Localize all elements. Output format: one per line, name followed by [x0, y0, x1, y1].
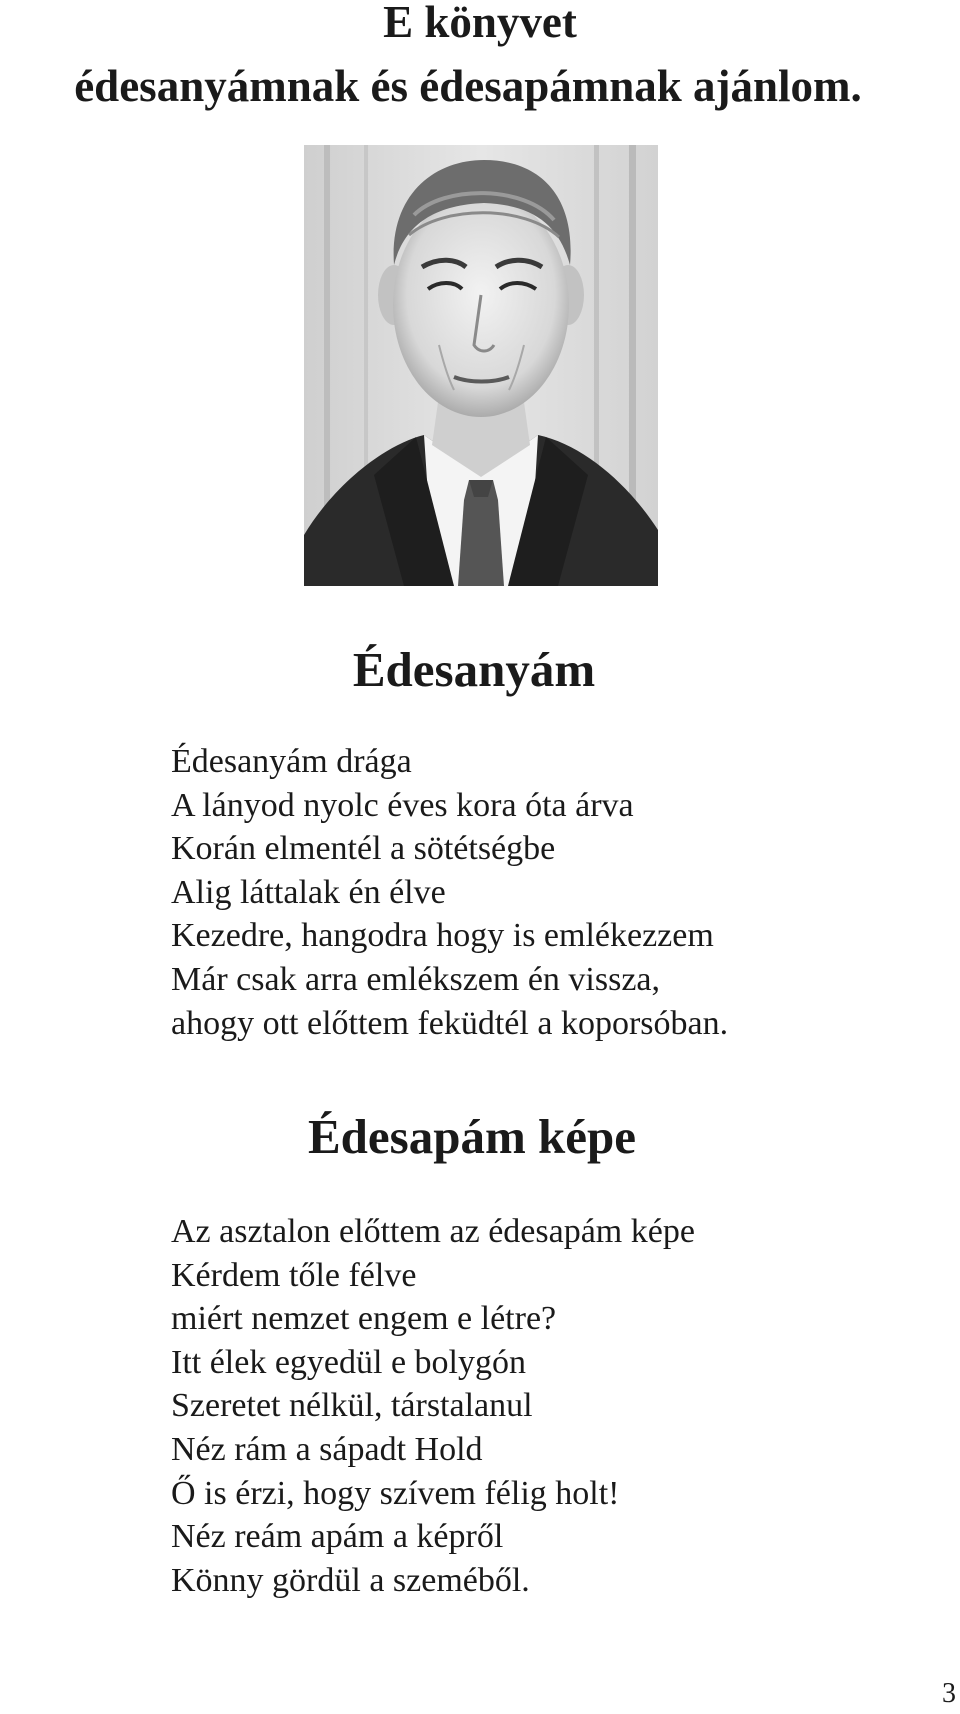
poem-line: A lányod nyolc éves kora óta árva: [171, 786, 634, 824]
poem-title: Édesapám képe: [307, 1109, 637, 1164]
poem-line: Édesanyám drága: [171, 743, 412, 780]
dedication-line-2: édesanyámnak és édesapámnak ajánlom.: [74, 61, 862, 111]
poem-line: Szeretet nélkül, társtalanul: [171, 1387, 533, 1425]
poem-line: ahogy ott előttem feküdtél a koporsóban.: [171, 1004, 729, 1042]
page-number: 3: [942, 1678, 956, 1709]
poem-line: Korán elmentél a sötétségbe: [171, 830, 556, 868]
poem-title: Édesanyám: [352, 642, 596, 697]
poem-line: Néz rám a sápadt Hold: [171, 1430, 483, 1468]
poem-line: Az asztalon előttem az édesapám képe: [171, 1213, 695, 1250]
poem-line: Kérdem tőle félve: [171, 1256, 417, 1294]
poem-body: [171, 740, 728, 1045]
portrait-photo: [304, 145, 658, 586]
poem-line: Alig láttalak én élve: [171, 873, 446, 911]
poem-line: Itt élek egyedül e bolygón: [171, 1343, 527, 1381]
poem-body: [171, 1210, 695, 1602]
poem-line: Ő is érzi, hogy szívem félig holt!: [171, 1474, 620, 1512]
poem-line: Könny gördül a szeméből.: [171, 1561, 530, 1599]
dedication-line-1: E könyvet: [383, 0, 577, 47]
poem-line: Kezedre, hangodra hogy is emlékezzem: [171, 917, 714, 955]
poem-line: Már csak arra emlékszem én vissza,: [171, 960, 660, 998]
poem-line: miért nemzet engem e létre?: [171, 1300, 557, 1338]
poem-line: Néz reám apám a képről: [171, 1518, 504, 1556]
